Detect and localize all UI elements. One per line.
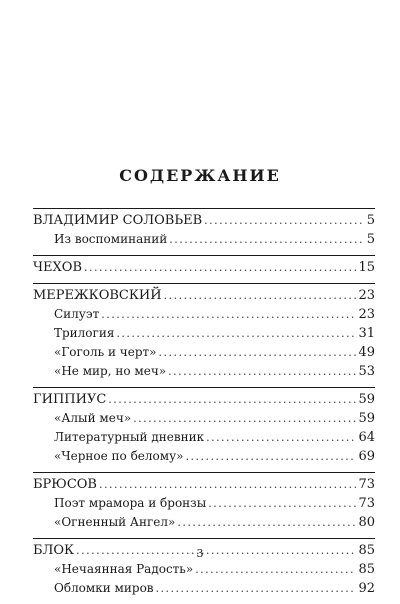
toc-work-row bbox=[33, 447, 375, 466]
toc-work-row bbox=[33, 324, 375, 343]
toc-work-title: «Черное по белому» bbox=[54, 449, 184, 463]
toc-work-title: «Не мир, но меч» bbox=[54, 364, 167, 378]
toc-page-number: 69 bbox=[358, 449, 375, 464]
toc-page-number: 31 bbox=[358, 326, 375, 341]
page-title: СОДЕРЖАНИЕ bbox=[119, 166, 281, 185]
toc-work-title: Поэт мрамора и бронзы bbox=[54, 496, 207, 510]
toc-author-name: МЕРЕЖКОВСКИЙ bbox=[33, 288, 162, 303]
toc-work-title: «Нечаянная Радость» bbox=[54, 562, 194, 576]
toc-author-row bbox=[33, 390, 375, 409]
toc-work-row bbox=[33, 428, 375, 447]
toc-page-number: 53 bbox=[358, 364, 375, 379]
toc-author-name: БРЮСОВ bbox=[33, 477, 97, 492]
toc-page-number: 73 bbox=[358, 496, 375, 511]
toc-author-row bbox=[33, 258, 375, 277]
toc-work-title: Трилогия bbox=[54, 326, 115, 340]
toc-author-name: ГИППИУС bbox=[33, 392, 107, 407]
dot-leader bbox=[177, 513, 356, 532]
toc-author-row bbox=[33, 211, 375, 230]
page-number: 3 bbox=[196, 547, 204, 560]
toc-work-title: «Огненный Ангел» bbox=[54, 515, 176, 529]
toc-author-name: ВЛАДИМИР СОЛОВЬЕВ bbox=[33, 213, 203, 228]
toc-work-row bbox=[33, 305, 375, 324]
toc-work-row bbox=[33, 560, 375, 579]
toc-section bbox=[33, 283, 375, 381]
dot-leader bbox=[116, 324, 356, 343]
toc-work-title: «Гоголь и черт» bbox=[54, 345, 157, 359]
dot-leader bbox=[84, 258, 356, 277]
dot-leader bbox=[186, 447, 357, 466]
toc-work-title: «Алый меч» bbox=[54, 411, 132, 425]
toc-work-title: Силуэт bbox=[54, 307, 100, 321]
toc-work-title: Из воспоминаний bbox=[54, 232, 168, 246]
dot-leader bbox=[108, 390, 356, 409]
toc-work-row bbox=[33, 343, 375, 362]
toc-work-title: Обломки миров bbox=[54, 581, 154, 595]
dot-leader bbox=[208, 494, 356, 513]
dot-leader bbox=[159, 343, 357, 362]
toc-author-name: БЛОК bbox=[33, 543, 75, 558]
toc-page-number: 15 bbox=[358, 260, 375, 275]
toc-page-number: 92 bbox=[358, 581, 375, 596]
toc-page-number: 49 bbox=[358, 345, 375, 360]
toc-page-number: 85 bbox=[358, 562, 375, 577]
dot-leader bbox=[195, 560, 356, 579]
toc-author-name: ЧЕХОВ bbox=[33, 260, 83, 275]
toc-section bbox=[33, 387, 375, 466]
dot-leader bbox=[99, 475, 356, 494]
toc-work-row bbox=[33, 494, 375, 513]
toc-work-row bbox=[33, 409, 375, 428]
table-of-contents bbox=[33, 208, 375, 604]
toc-page-number: 23 bbox=[358, 307, 375, 322]
dot-leader bbox=[133, 409, 356, 428]
toc-author-row bbox=[33, 286, 375, 305]
dot-leader bbox=[101, 305, 356, 324]
toc-work-row bbox=[33, 362, 375, 381]
dot-leader bbox=[204, 211, 365, 230]
toc-page-number: 80 bbox=[358, 515, 375, 530]
toc-page-number: 73 bbox=[358, 477, 375, 492]
dot-leader bbox=[164, 286, 357, 305]
dot-leader bbox=[168, 362, 356, 381]
toc-page-number: 59 bbox=[358, 411, 375, 426]
toc-page-number: 64 bbox=[358, 430, 375, 445]
toc-page-number: 59 bbox=[358, 392, 375, 407]
toc-work-title: Литературный дневник bbox=[54, 430, 205, 444]
toc-work-row bbox=[33, 230, 375, 249]
dot-leader bbox=[169, 230, 364, 249]
toc-section bbox=[33, 208, 375, 249]
toc-author-row bbox=[33, 475, 375, 494]
toc-page-number: 5 bbox=[366, 213, 375, 228]
toc-work-row bbox=[33, 579, 375, 598]
toc-section bbox=[33, 472, 375, 532]
toc-page-number: 23 bbox=[358, 288, 375, 303]
dot-leader bbox=[206, 428, 356, 447]
toc-section bbox=[33, 255, 375, 277]
toc-page-number: 85 bbox=[358, 543, 375, 558]
dot-leader bbox=[156, 579, 357, 598]
toc-page-number: 5 bbox=[366, 232, 375, 247]
toc-work-row bbox=[33, 513, 375, 532]
